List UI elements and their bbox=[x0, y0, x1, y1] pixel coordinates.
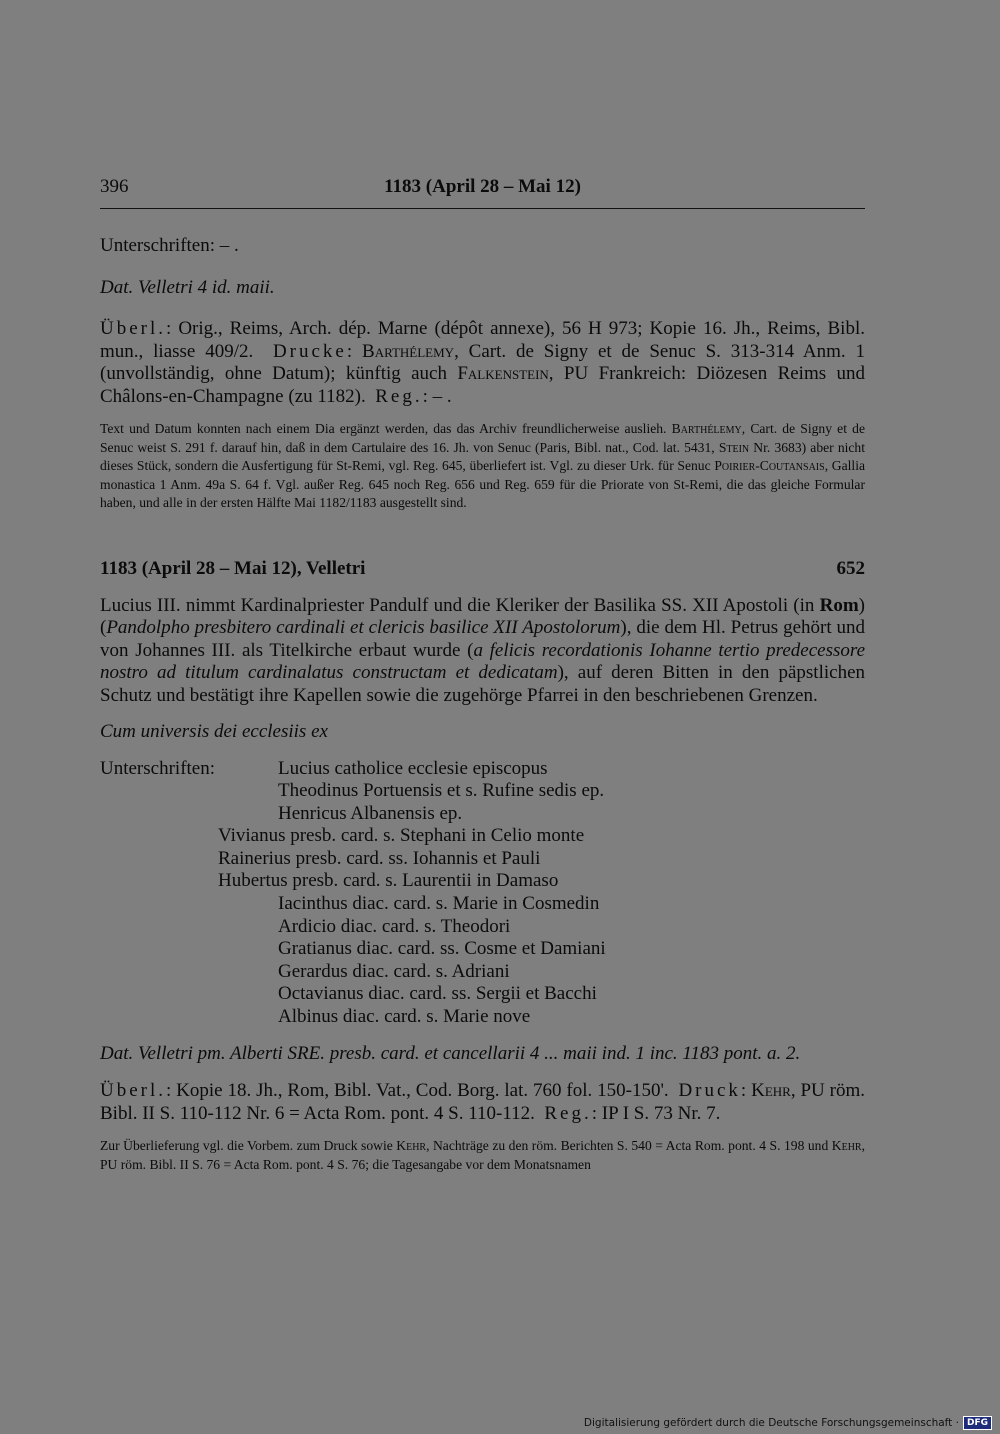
entry-number: 652 bbox=[836, 557, 865, 579]
footer-text: Digitalisierung gefördert durch die Deutsche Forschungsgemeinschaft · bbox=[583, 1417, 959, 1429]
signature-line: Octavianus diac. card. ss. Sergii et Bacchi bbox=[278, 983, 597, 1005]
entry-dating: Dat. Velletri pm. Alberti SRE. presb. card. et cancellarii 4 ... maii ind. 1 inc. 1183 pont. a. 2. bbox=[100, 1042, 801, 1064]
header-rule bbox=[100, 208, 865, 209]
signature-line: Albinus diac. card. s. Marie nove bbox=[278, 1006, 531, 1028]
running-title: 1183 (April 28 – Mai 12) bbox=[384, 176, 581, 197]
reg-label: Reg. bbox=[544, 1102, 592, 1124]
signatures-label: Unterschriften: bbox=[100, 757, 216, 779]
signature-line: Gratianus diac. card. ss. Cosme et Damiani bbox=[278, 938, 606, 960]
entry-tradition: Überl.: Kopie 18. Jh., Rom, Bibl. Vat., Cod. Borg. lat. 760 fol. 150-150'. Druck: Kehr, PU röm. Bibl. II S. 110-112 Nr. 6 = Acta Rom. pont. 4 S. 110-112. Reg.: IP I S. 73 Nr. 7. bbox=[100, 1080, 866, 1124]
ueberl-label: Überl. bbox=[100, 1080, 167, 1102]
entry-commentary: Zur Überlieferung vgl. die Vorbem. zum Druck sowie Kehr, Nachträge zu den röm. Berichten S. 540 = Acta Rom. pont. 4 S. 198 und Kehr, PU röm. Bibl. II S. 76 = Acta Rom. pont. 4 S. 76; die Tagesangabe vor dem Monatsnamen bbox=[100, 1138, 865, 1172]
signature-line: Gerardus diac. card. s. Adriani bbox=[278, 960, 510, 982]
digitization-footer bbox=[584, 1416, 992, 1430]
ueberl-label: Überl. bbox=[100, 318, 167, 339]
signature-line: Ardicio diac. card. s. Theodori bbox=[278, 915, 511, 937]
signature-line: Rainerius presb. card. ss. Iohannis et Pauli bbox=[218, 847, 541, 869]
entry-date-place: 1183 (April 28 – Mai 12), Velletri bbox=[100, 557, 366, 579]
prev-signatures: Unterschriften: – . bbox=[100, 235, 239, 256]
page-number: 396 bbox=[100, 176, 129, 197]
reg-label: Reg. bbox=[375, 385, 423, 407]
druck-label: Druck bbox=[678, 1080, 741, 1102]
signature-line: Theodinus Portuensis et s. Rufine sedis ep. bbox=[278, 780, 605, 802]
dfg-logo: DFG bbox=[963, 1416, 992, 1430]
signature-line: Henricus Albanensis ep. bbox=[278, 802, 463, 824]
place-rom: Rom bbox=[819, 594, 859, 616]
entry-regest: Lucius III. nimmt Kardinalpriester Pandulf und die Kleriker der Basilika SS. XII Apostoli (in Rom) (Pandolpho presbitero cardinali et clericis basilice XII Apostolorum), die dem Hl. Petrus gehört und von Johannes III. als Titelkirche erbaut wurde (a felicis recordationis Iohanne tertio predecessore nostro ad titulum cardinalatus constructam et dedicatam), auf deren Bitten in den päpstlichen Schutz und bestätigt ihre Kapellen sowie die zugehörge Pfarrei in den beschriebenen Grenzen. bbox=[100, 594, 866, 706]
signature-list bbox=[100, 758, 865, 1029]
document-page bbox=[100, 172, 865, 1174]
page-header bbox=[100, 172, 865, 202]
prev-dating: Dat. Velletri 4 id. maii. bbox=[100, 276, 275, 298]
drucke-label: Drucke bbox=[272, 340, 347, 362]
signature-line: Iacinthus diac. card. s. Marie in Cosmedin bbox=[278, 893, 600, 915]
signature-line: Vivianus presb. card. s. Stephani in Celio monte bbox=[218, 825, 585, 847]
prev-commentary: Text und Datum konnten nach einem Dia ergänzt werden, das das Archiv freundlicherweise auslieh. Barthélemy, Cart. de Signy et de Senuc weist S. 291 f. darauf hin, daß in dem Cartulaire des 16. Jh. von Senuc (Paris, Bibl. nat., Cod. lat. 5431, Stein Nr. 3683) aber nicht dieses Stück, sondern die Ausfertigung für St-Remi, vgl. Reg. 645, überliefert ist. Vgl. zu dieser Urk. für Senuc Poirier-Coutansais, Gallia monastica 1 Anm. 49a S. 64 f. Vgl. außer Reg. 645 noch Reg. 656 und Reg. 659 für die Priorate von St-Remi, die das gleiche Formular haben, und alle in der ersten Hälfte Mai 1182/1183 ausgestellt sind. bbox=[100, 421, 866, 510]
signature-line: Hubertus presb. card. s. Laurentii in Damaso bbox=[218, 870, 559, 892]
signature-line: Lucius catholice ecclesie episcopus bbox=[278, 757, 548, 779]
entry-heading bbox=[100, 558, 865, 582]
entry-incipit: Cum universis dei ecclesiis ex bbox=[100, 721, 328, 742]
prev-tradition: Überl.: Orig., Reims, Arch. dép. Marne (dépôt annexe), 56 H 973; Kopie 16. Jh., Reims, Bibl. mun., liasse 409/2. Drucke: Barthélemy, Cart. de Signy et de Senuc S. 313-314 Anm. 1 (unvollständig, ohne Datum); künftig auch Falkenstein, PU Frankreich: Diözesen Reims und Châlons-en-Champagne (zu 1182). Reg.: – . bbox=[100, 318, 866, 407]
